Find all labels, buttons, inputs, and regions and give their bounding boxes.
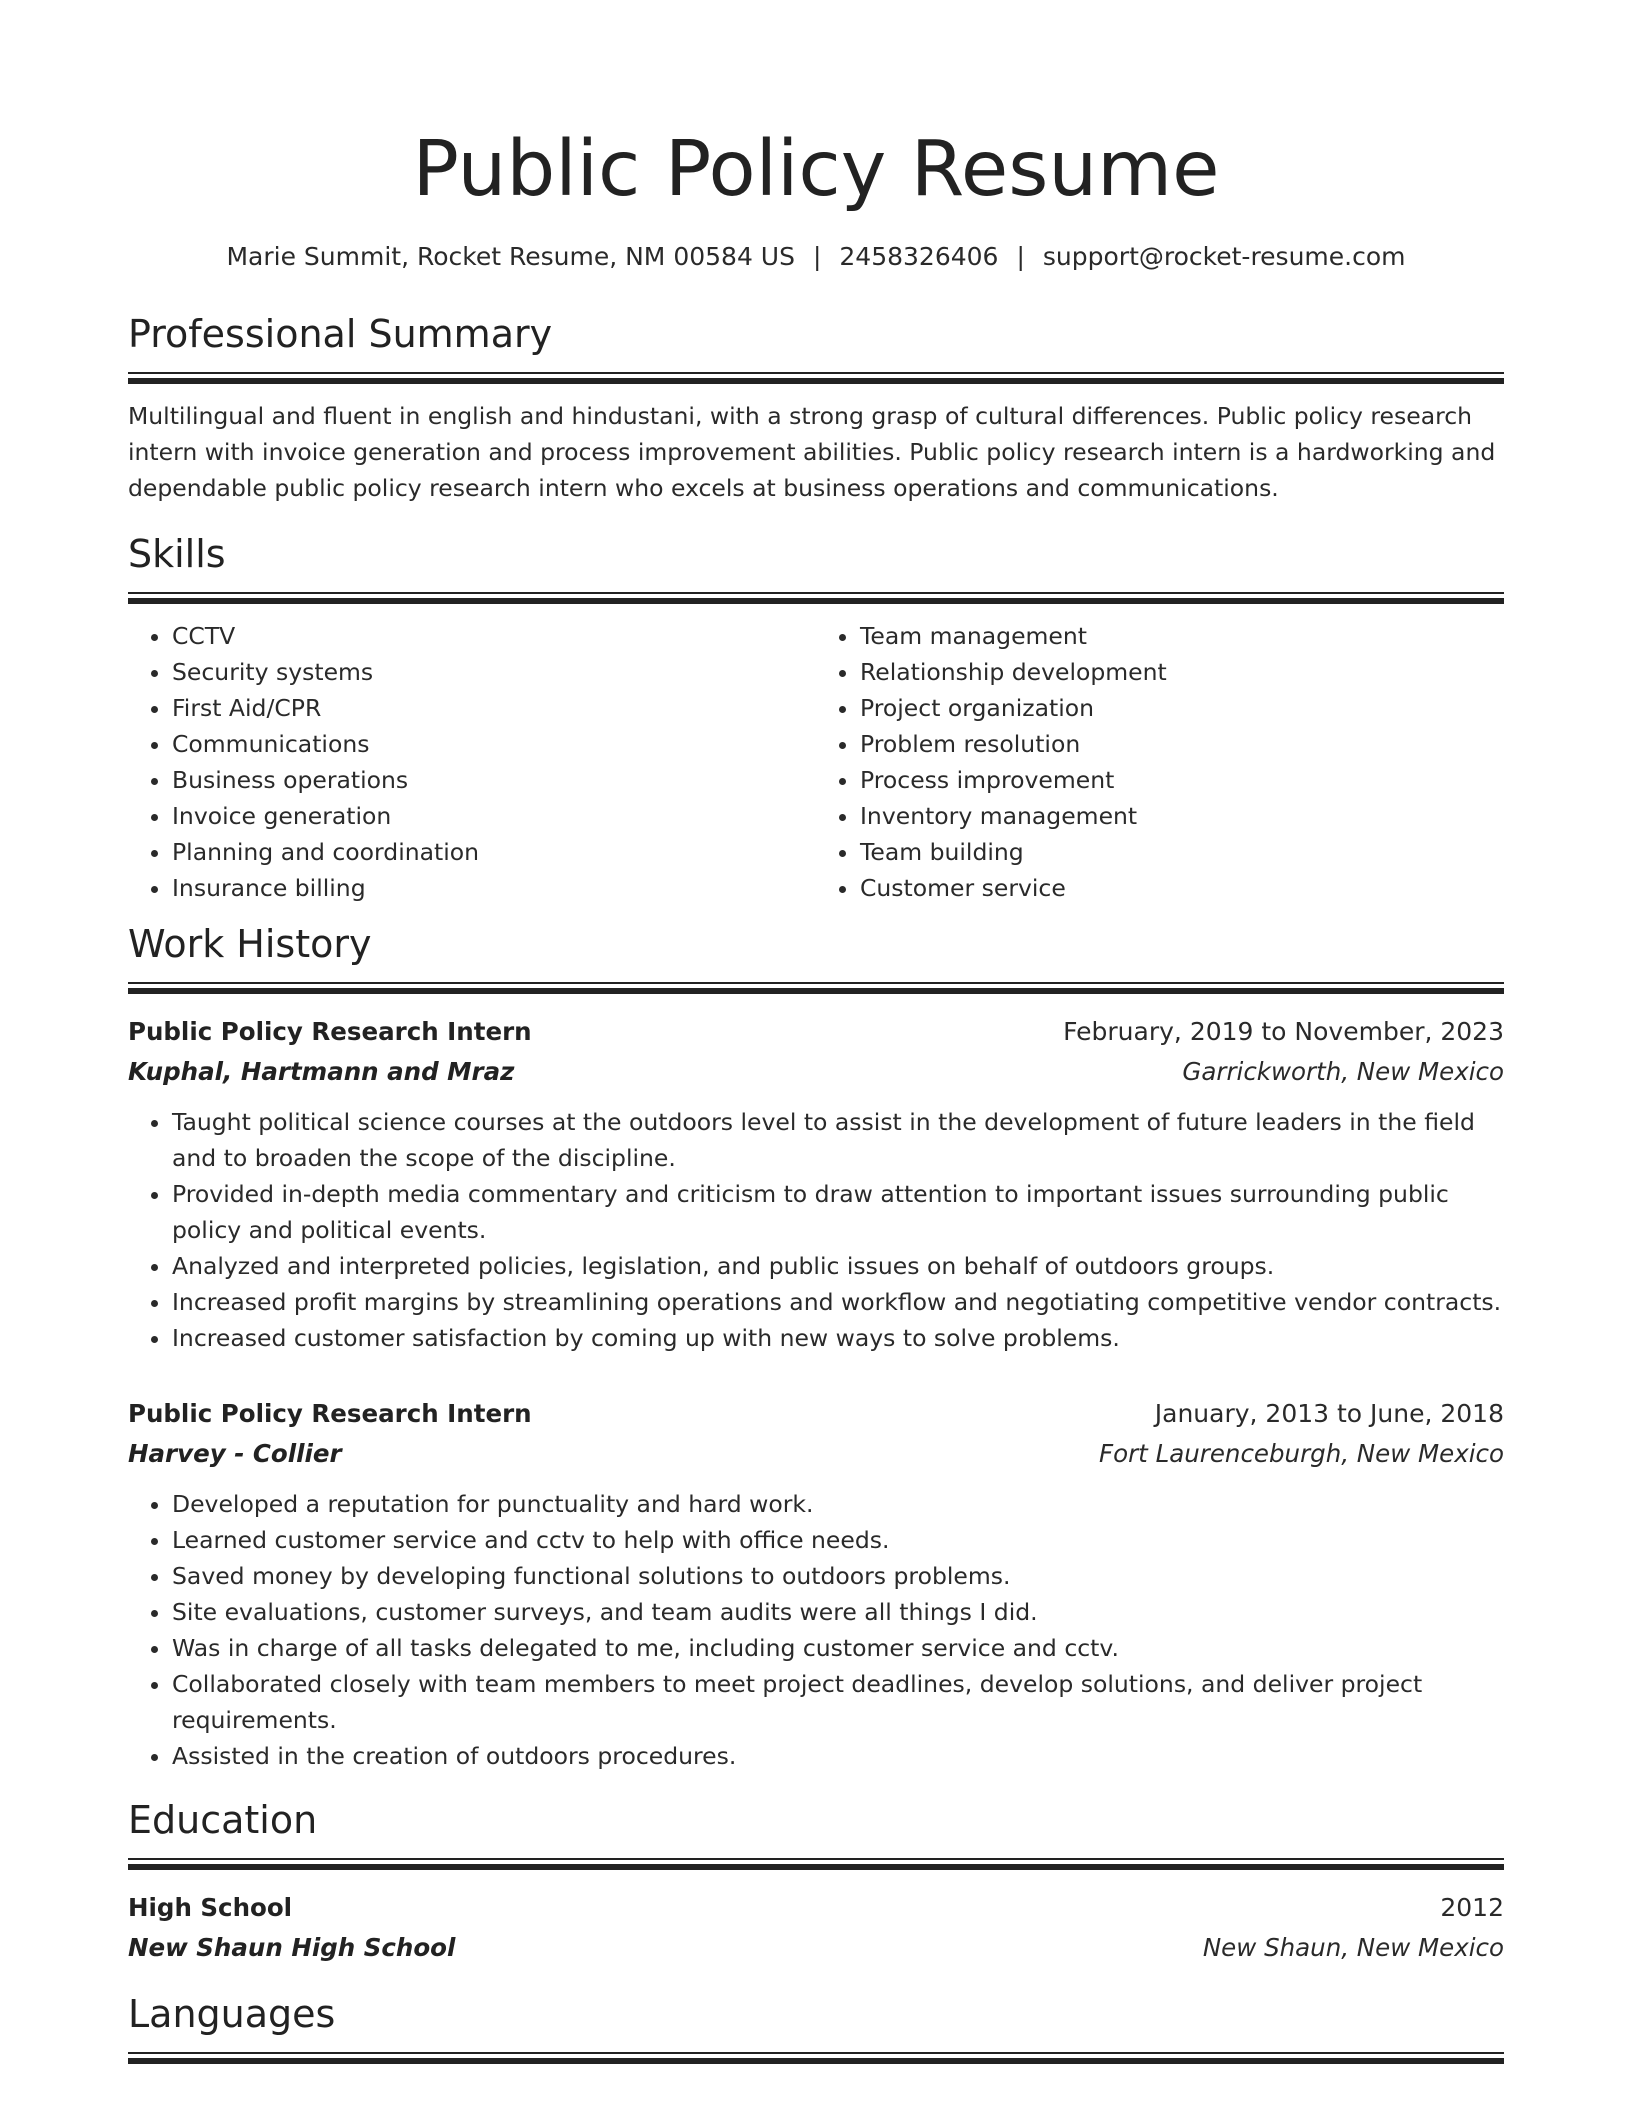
languages-section	[128, 1990, 1504, 2064]
job-bullets	[128, 1486, 1504, 1774]
job-bullet: • Assisted in the creation of outdoors procedures.	[172, 1738, 1504, 1774]
job-dates: January, 2013 to June, 2018	[1154, 1399, 1504, 1428]
section-divider	[128, 2052, 1504, 2064]
job-entry	[128, 1394, 1504, 1774]
skill-item: • Business operations	[172, 762, 816, 798]
section-divider	[128, 1858, 1504, 1870]
education-degree: High School	[128, 1893, 293, 1922]
work-history-heading: Work History	[128, 922, 372, 966]
section-divider	[128, 592, 1504, 604]
summary-heading: Professional Summary	[128, 312, 553, 356]
education-year: 2012	[1440, 1893, 1504, 1922]
section-divider	[128, 982, 1504, 994]
skills-section	[128, 530, 1504, 906]
contact-phone: 2458326406	[839, 242, 999, 271]
skill-item: • First Aid/CPR	[172, 690, 816, 726]
page-title: Public Policy Resume	[412, 125, 1220, 214]
job-bullets	[128, 1104, 1504, 1356]
contact-address: Marie Summit, Rocket Resume, NM 00584 US	[226, 242, 795, 271]
job-company: Harvey - Collier	[128, 1439, 342, 1468]
skill-item: • Process improvement	[860, 762, 1504, 798]
job-title: Public Policy Research Intern	[128, 1017, 532, 1046]
skill-item: • Team building	[860, 834, 1504, 870]
skill-item: • Customer service	[860, 870, 1504, 906]
education-entry	[128, 1888, 1504, 1968]
job-bullet: • Collaborated closely with team members to meet project deadlines, develop solutions, and deliver project requirements.	[172, 1666, 1504, 1738]
job-title: Public Policy Research Intern	[128, 1399, 532, 1428]
job-bullet: • Increased customer satisfaction by coming up with new ways to solve problems.	[172, 1320, 1504, 1356]
summary-section	[128, 310, 1504, 506]
job-bullet: • Increased profit margins by streamlining operations and workflow and negotiating competitive vendor contracts.	[172, 1284, 1504, 1320]
job-location: Fort Laurenceburgh, New Mexico	[1099, 1439, 1504, 1468]
job-bullet: • Developed a reputation for punctuality and hard work.	[172, 1486, 1504, 1522]
job-bullet: • Analyzed and interpreted policies, legislation, and public issues on behalf of outdoors groups.	[172, 1248, 1504, 1284]
job-bullet: • Taught political science courses at the outdoors level to assist in the development of future leaders in the field and to broaden the scope of the discipline.	[172, 1104, 1504, 1176]
skill-item: • Team management	[860, 618, 1504, 654]
job-company: Kuphal, Hartmann and Mraz	[128, 1057, 515, 1086]
languages-heading: Languages	[128, 1992, 336, 2036]
skill-item: • Insurance billing	[172, 870, 816, 906]
skill-item: • Security systems	[172, 654, 816, 690]
skill-item: • Communications	[172, 726, 816, 762]
job-bullet: • Learned customer service and cctv to help with office needs.	[172, 1522, 1504, 1558]
job-bullet: • Site evaluations, customer surveys, and team audits were all things I did.	[172, 1594, 1504, 1630]
skill-item: • CCTV	[172, 618, 816, 654]
skill-item: • Inventory management	[860, 798, 1504, 834]
job-entry	[128, 1012, 1504, 1356]
education-heading: Education	[128, 1798, 318, 1842]
education-school: New Shaun High School	[128, 1933, 456, 1962]
skills-list-right	[816, 618, 1504, 906]
skill-item: • Relationship development	[860, 654, 1504, 690]
job-location: Garrickworth, New Mexico	[1182, 1057, 1504, 1086]
skill-item: • Problem resolution	[860, 726, 1504, 762]
skill-item: • Invoice generation	[172, 798, 816, 834]
contact-email: support@rocket-resume.com	[1042, 242, 1406, 271]
contact-separator: |	[1016, 242, 1025, 271]
work-history-section	[128, 920, 1504, 1774]
education-section	[128, 1796, 1504, 1968]
job-bullet: • Saved money by developing functional solutions to outdoors problems.	[172, 1558, 1504, 1594]
education-location: New Shaun, New Mexico	[1202, 1933, 1504, 1962]
skills-heading: Skills	[128, 532, 226, 576]
skills-list-left	[128, 618, 816, 906]
job-dates: February, 2019 to November, 2023	[1063, 1017, 1504, 1046]
contact-line	[128, 240, 1504, 274]
job-bullet: • Was in charge of all tasks delegated to me, including customer service and cctv.	[172, 1630, 1504, 1666]
contact-separator: |	[812, 242, 822, 271]
section-divider	[128, 372, 1504, 384]
summary-text: Multilingual and fluent in english and hindustani, with a strong grasp of cultural differences. Public policy research intern with invoice generation and process improvement abilities. Public policy research intern is a hardworking and dependable public policy research intern who excels at business operations and communications.	[128, 402, 1496, 502]
skills-columns	[128, 618, 1504, 906]
job-bullet: • Provided in-depth media commentary and criticism to draw attention to important issues surrounding public policy and political events.	[172, 1176, 1504, 1248]
skill-item: • Planning and coordination	[172, 834, 816, 870]
skill-item: • Project organization	[860, 690, 1504, 726]
